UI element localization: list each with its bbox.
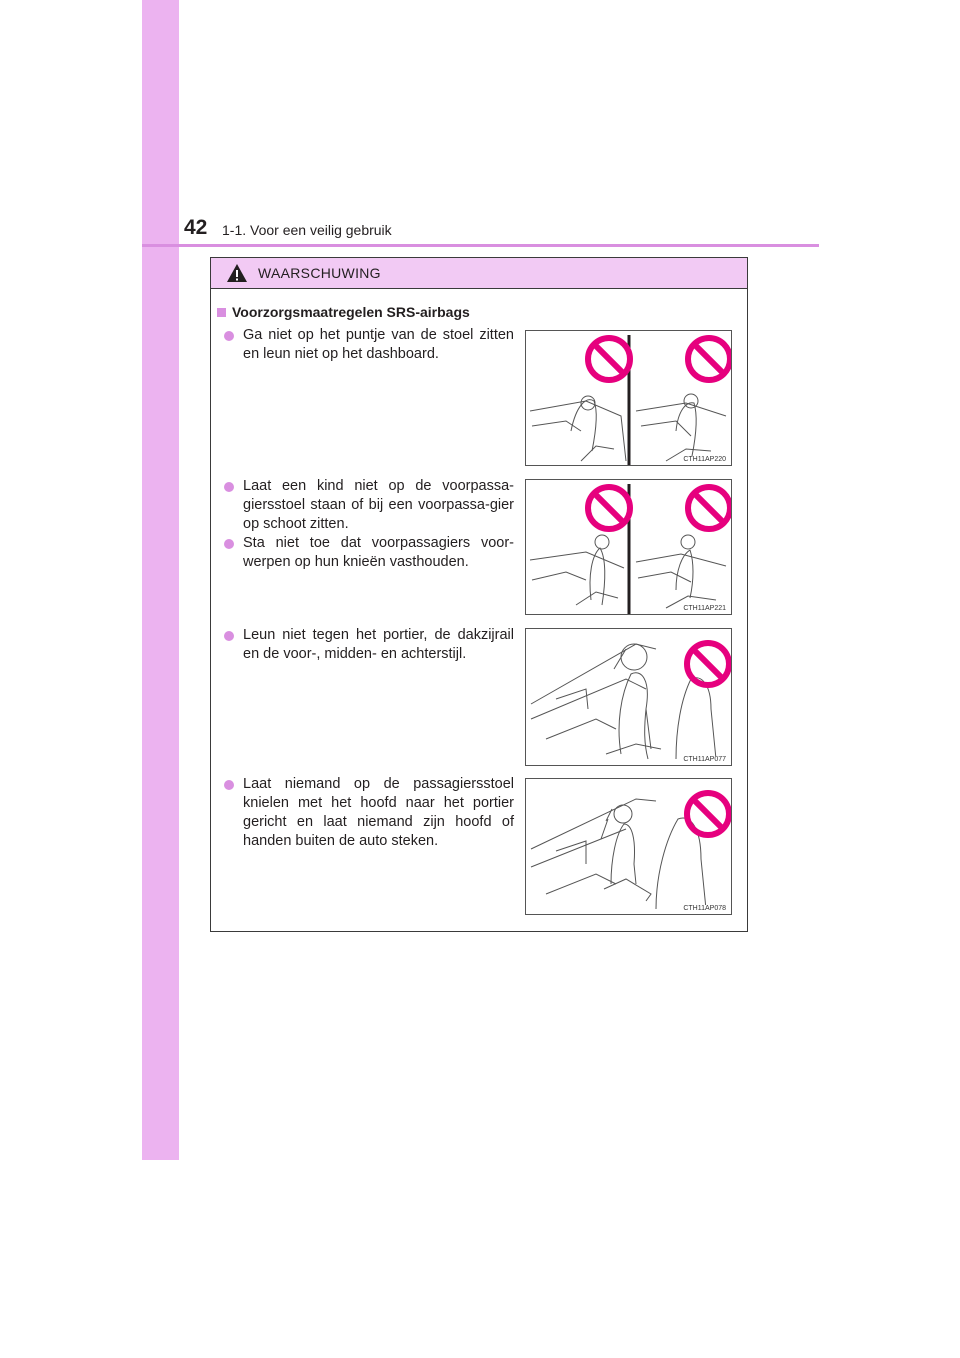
sidebar-band	[142, 0, 179, 1160]
bullet-item	[224, 326, 514, 364]
prohibition-icon	[688, 338, 730, 380]
prohibition-icon	[687, 643, 729, 685]
bullet-text: Sta niet toe dat voorpassagiers voor-werpen op hun knieën vasthouden.	[243, 535, 514, 570]
prohibition-icon	[688, 487, 730, 529]
bullet-dot-icon	[224, 331, 234, 341]
prohibition-icon	[588, 487, 630, 529]
warning-title: WAARSCHUWING	[258, 265, 381, 281]
warning-triangle-icon	[226, 263, 248, 283]
square-bullet-icon	[217, 308, 226, 317]
bullet-dot-icon	[224, 539, 234, 549]
illustration-lean-door	[525, 628, 732, 766]
bullet-dot-icon	[224, 482, 234, 492]
bullet-item	[224, 534, 514, 572]
bullet-text: Ga niet op het puntje van de stoel zitten en leun niet op het dashboard.	[243, 327, 514, 362]
figure-code: CTH11AP078	[683, 905, 726, 912]
subheading	[217, 304, 470, 320]
figure-code: CTH11AP077	[683, 756, 726, 763]
section-title: 1-1. Voor een veilig gebruik	[222, 222, 392, 238]
bullet-text: Laat niemand op de passagiersstoel knielen met het hoofd naar het portier gericht en laat niemand zijn hoofd of handen buiten de auto steken.	[243, 776, 514, 849]
header-rule	[142, 244, 819, 247]
prohibition-icon	[687, 793, 729, 835]
illustration-lean-dashboard	[525, 330, 732, 466]
bullet-dot-icon	[224, 631, 234, 641]
figure-code: CTH11AP221	[683, 605, 726, 612]
illustration-child-seat	[525, 479, 732, 615]
bullet-item	[224, 626, 514, 664]
warning-header	[211, 258, 747, 289]
figure-code: CTH11AP220	[683, 456, 726, 463]
illustration-kneel-seat	[525, 778, 732, 915]
prohibition-icon	[588, 338, 630, 380]
bullet-text: Laat een kind niet op de voorpassa-giersstoel staan of bij een voorpassa-gier op schoot zitten.	[243, 478, 514, 532]
bullet-item	[224, 477, 514, 534]
subheading-text: Voorzorgsmaatregelen SRS-airbags	[232, 304, 470, 320]
bullet-item	[224, 775, 514, 851]
bullet-dot-icon	[224, 780, 234, 790]
page-number: 42	[184, 216, 208, 239]
bullet-text: Leun niet tegen het portier, de dakzijrail en de voor-, midden- en achterstijl.	[243, 627, 514, 662]
